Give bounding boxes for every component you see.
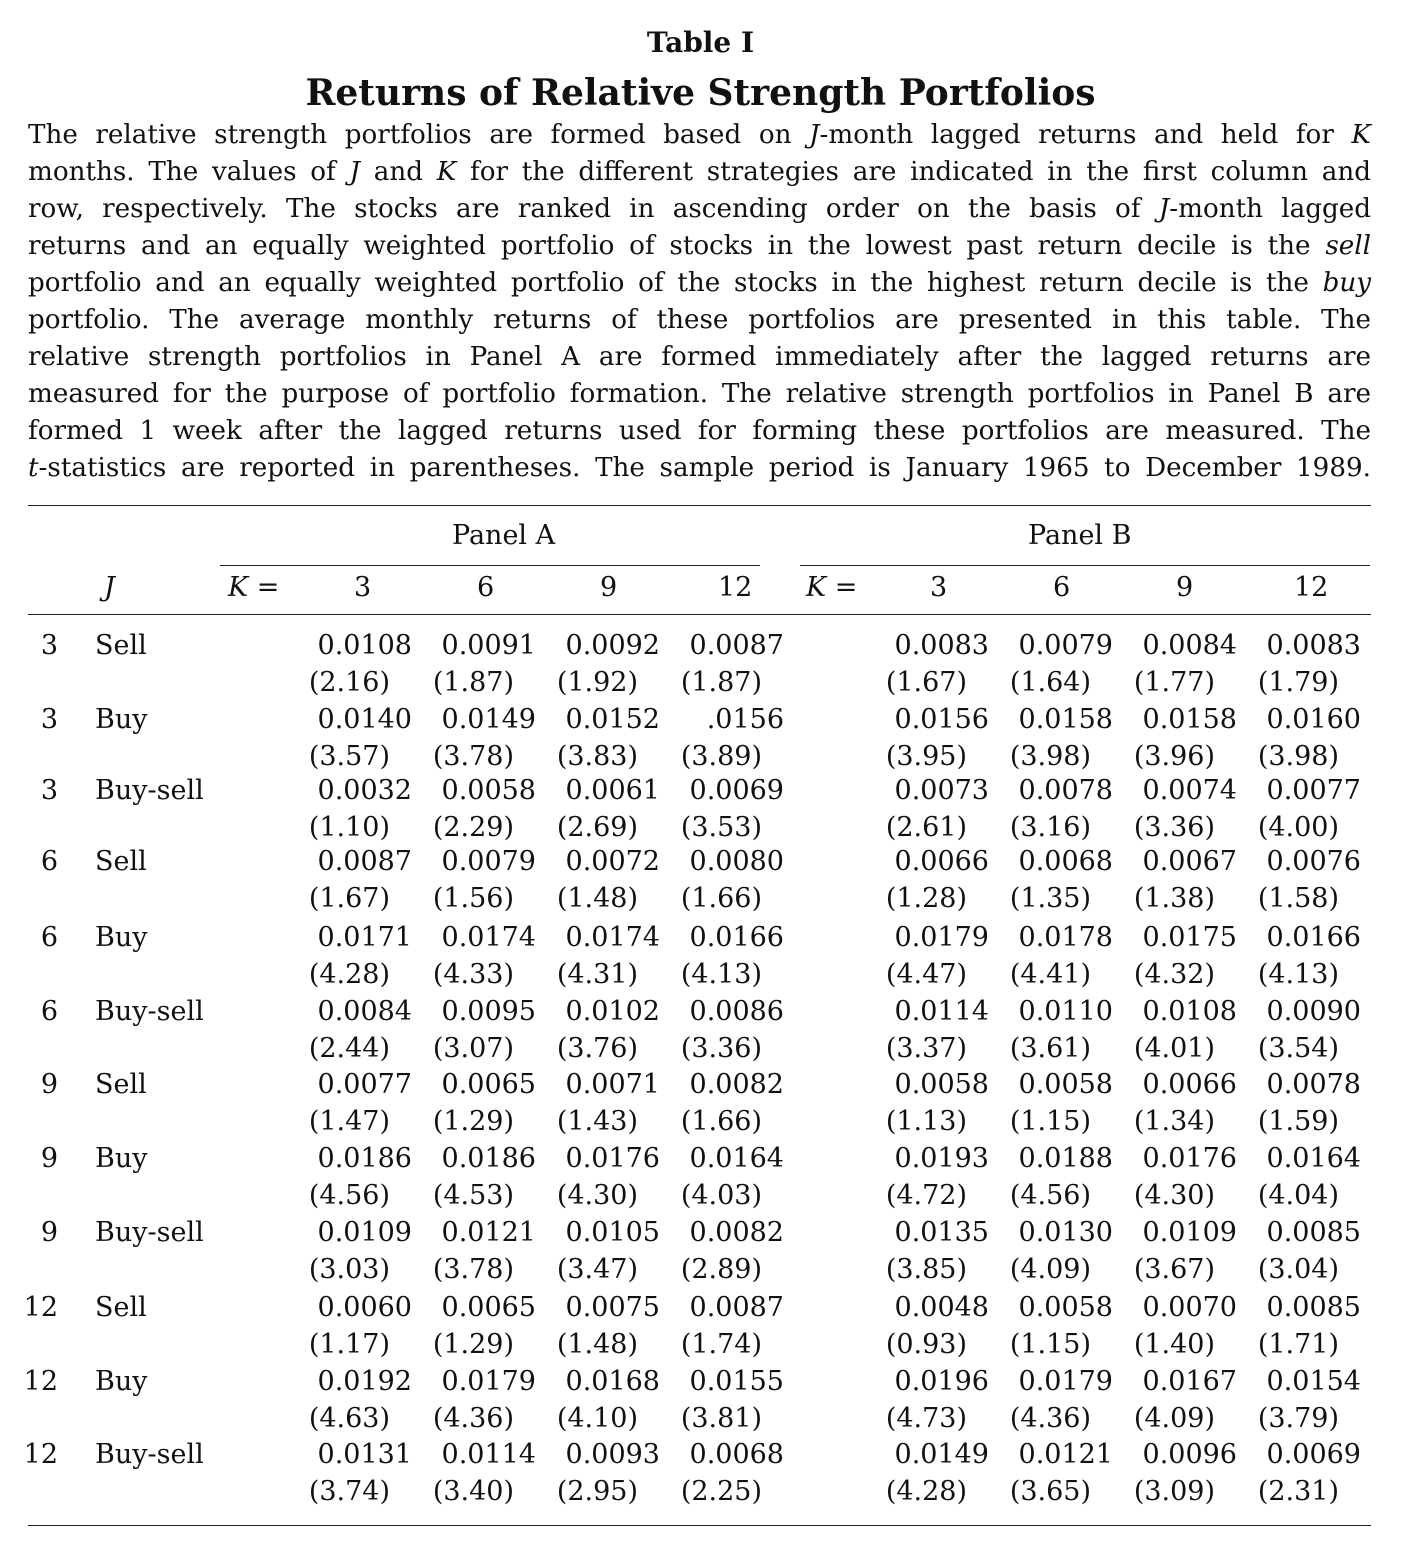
panel-a-tstat: (1.66): [680, 1106, 762, 1137]
panel-b-return: 0.0084: [1142, 630, 1237, 661]
panel-a-return: 0.0082: [689, 1069, 784, 1100]
panel-b-k-value: 9: [1176, 572, 1194, 603]
caption-line: measured for the purpose of portfolio formation. The relative strength portfolios in Panel B are: [28, 379, 1371, 409]
row-j-value: 9: [40, 1217, 58, 1248]
row-portfolio-label: Buy-sell: [95, 1439, 204, 1470]
row-portfolio-label: Buy: [95, 1366, 148, 1397]
panel-b-tstat: (1.71): [1257, 1329, 1339, 1360]
panel-b-tstat: (3.61): [1009, 1033, 1091, 1064]
panel-b-return: 0.0073: [894, 775, 989, 806]
panel-a-return: 0.0079: [441, 846, 536, 877]
panel-a-tstat: (1.29): [432, 1329, 514, 1360]
panel-a-return: 0.0058: [441, 775, 536, 806]
caption-line: row, respectively. The stocks are ranked in ascending order on the basis of J-month lagged: [28, 194, 1371, 224]
panel-b-tstat: (4.13): [1257, 959, 1339, 990]
panel-b-tstat: (1.13): [885, 1106, 967, 1137]
panel-a-tstat: (4.56): [308, 1180, 390, 1211]
panel-a-tstat: (2.44): [308, 1033, 390, 1064]
panel-b-return: 0.0078: [1266, 1069, 1361, 1100]
panel-b-return: 0.0083: [894, 630, 989, 661]
panel-b-return: 0.0066: [1142, 1069, 1237, 1100]
panel-a-return: 0.0140: [317, 704, 412, 735]
panel-a-tstat: (3.74): [308, 1476, 390, 1507]
panel-a-return: 0.0087: [689, 1292, 784, 1323]
panel-a-tstat: (1.56): [432, 883, 514, 914]
panel-b-tstat: (3.36): [1133, 812, 1215, 843]
panel-b-return: 0.0066: [894, 846, 989, 877]
panel-b-return: 0.0188: [1018, 1143, 1113, 1174]
row-portfolio-label: Buy: [95, 922, 148, 953]
panel-a-tstat: (2.29): [432, 812, 514, 843]
panel-a-return: 0.0080: [689, 846, 784, 877]
panel-a-return: 0.0171: [317, 922, 412, 953]
caption-line: relative strength portfolios in Panel A are formed immediately after the lagged returns are: [28, 342, 1371, 372]
panel-b-return: 0.0167: [1142, 1366, 1237, 1397]
panel-a-return: 0.0077: [317, 1069, 412, 1100]
panel-b-tstat: (1.15): [1009, 1106, 1091, 1137]
panel-b-tstat: (3.98): [1009, 741, 1091, 772]
row-portfolio-label: Buy-sell: [95, 775, 204, 806]
panel-a-tstat: (3.36): [680, 1033, 762, 1064]
panel-a-return: 0.0032: [317, 775, 412, 806]
header-bottom-rule: [28, 614, 1371, 615]
panel-b-return: 0.0135: [894, 1217, 989, 1248]
panel-a-tstat: (1.87): [680, 667, 762, 698]
panel-a-tstat: (4.28): [308, 959, 390, 990]
panel-a-tstat: (3.07): [432, 1033, 514, 1064]
j-column-heading: J: [104, 572, 115, 603]
row-j-value: 12: [23, 1439, 58, 1470]
panel-a-return: 0.0174: [441, 922, 536, 953]
panel-a-tstat: (1.47): [308, 1106, 390, 1137]
panel-b-return: 0.0166: [1266, 922, 1361, 953]
panel-a-tstat: (1.10): [308, 812, 390, 843]
panel-a-tstat: (1.17): [308, 1329, 390, 1360]
panel-a-return: 0.0065: [441, 1292, 536, 1323]
panel-a-return: 0.0152: [565, 704, 660, 735]
panel-a-return: 0.0114: [441, 1439, 536, 1470]
panel-b-tstat: (4.32): [1133, 959, 1215, 990]
caption-line: t-statistics are reported in parentheses. The sample period is January 1965 to December 1989.: [28, 453, 1371, 483]
panel-b-tstat: (1.34): [1133, 1106, 1215, 1137]
panel-b-return: 0.0085: [1266, 1292, 1361, 1323]
panel-b-tstat: (3.95): [885, 741, 967, 772]
panel-b-tstat: (4.00): [1257, 812, 1339, 843]
panel-b-return: 0.0156: [894, 704, 989, 735]
caption-line: portfolio. The average monthly returns of these portfolios are presented in this table. The: [28, 305, 1371, 335]
panel-a-tstat: (4.13): [680, 959, 762, 990]
panel-a-tstat: (2.25): [680, 1476, 762, 1507]
panel-b-return: 0.0074: [1142, 775, 1237, 806]
panel-b-tstat: (1.79): [1257, 667, 1339, 698]
panel-a-k-heading: K =: [228, 572, 280, 603]
panel-b-tstat: (3.04): [1257, 1254, 1339, 1285]
panel-a-tstat: (4.03): [680, 1180, 762, 1211]
panel-a-tstat: (2.89): [680, 1254, 762, 1285]
panel-a-tstat: (4.31): [556, 959, 638, 990]
panel-b-k-value: 3: [930, 572, 948, 603]
panel-b-k-value: 12: [1294, 572, 1329, 603]
panel-b-return: 0.0067: [1142, 846, 1237, 877]
panel-b-return: 0.0179: [1018, 1366, 1113, 1397]
panel-a-return: 0.0061: [565, 775, 660, 806]
panel-b-tstat: (1.38): [1133, 883, 1215, 914]
panel-a-k-value: 6: [477, 572, 495, 603]
row-portfolio-label: Sell: [95, 1069, 147, 1100]
panel-b-tstat: (1.67): [885, 667, 967, 698]
top-rule: [28, 505, 1371, 506]
panel-b-tstat: (4.73): [885, 1403, 967, 1434]
panel-b-tstat: (4.04): [1257, 1180, 1339, 1211]
panel-a-tstat: (1.67): [308, 883, 390, 914]
panel-a-tstat: (3.03): [308, 1254, 390, 1285]
bottom-rule: [28, 1525, 1371, 1526]
panel-b-return: 0.0175: [1142, 922, 1237, 953]
panel-b-tstat: (3.09): [1133, 1476, 1215, 1507]
panel-b-return: 0.0076: [1266, 846, 1361, 877]
panel-a-return: 0.0060: [317, 1292, 412, 1323]
panel-a-k-value: 3: [354, 572, 372, 603]
row-portfolio-label: Sell: [95, 630, 147, 661]
panel-b-tstat: (4.47): [885, 959, 967, 990]
panel-b-return: 0.0158: [1018, 704, 1113, 735]
panel-a-tstat: (2.95): [556, 1476, 638, 1507]
row-portfolio-label: Sell: [95, 846, 147, 877]
panel-b-return: 0.0058: [894, 1069, 989, 1100]
panel-a-tstat: (1.66): [680, 883, 762, 914]
panel-b-tstat: (1.77): [1133, 667, 1215, 698]
panel-b-tstat: (3.54): [1257, 1033, 1339, 1064]
caption-line: months. The values of J and K for the different strategies are indicated in the first column and: [28, 157, 1371, 187]
panel-b-return: 0.0108: [1142, 996, 1237, 1027]
panel-a-tstat: (3.78): [432, 1254, 514, 1285]
panel-a-tstat: (3.47): [556, 1254, 638, 1285]
panel-a-return: 0.0082: [689, 1217, 784, 1248]
panel-b-return: 0.0179: [894, 922, 989, 953]
panel-b-return: 0.0110: [1018, 996, 1113, 1027]
panel-a-return: 0.0179: [441, 1366, 536, 1397]
panel-a-return: 0.0186: [441, 1143, 536, 1174]
panel-a-heading: Panel A: [452, 520, 556, 551]
panel-b-tstat: (3.79): [1257, 1403, 1339, 1434]
panel-b-tstat: (4.09): [1009, 1254, 1091, 1285]
panel-b-return: 0.0149: [894, 1439, 989, 1470]
panel-a-return: 0.0131: [317, 1439, 412, 1470]
panel-b-tstat: (1.35): [1009, 883, 1091, 914]
panel-b-return: 0.0058: [1018, 1069, 1113, 1100]
panel-a-return: 0.0174: [565, 922, 660, 953]
panel-b-return: 0.0090: [1266, 996, 1361, 1027]
row-j-value: 3: [40, 704, 58, 735]
caption-line: portfolio and an equally weighted portfolio of the stocks in the highest return decile is the buy: [28, 268, 1371, 298]
panel-a-return: 0.0109: [317, 1217, 412, 1248]
panel-a-tstat: (3.53): [680, 812, 762, 843]
panel-b-rule: [800, 565, 1370, 566]
panel-b-tstat: (1.28): [885, 883, 967, 914]
panel-b-return: 0.0154: [1266, 1366, 1361, 1397]
panel-a-tstat: (3.81): [680, 1403, 762, 1434]
panel-a-tstat: (4.10): [556, 1403, 638, 1434]
panel-a-return: 0.0093: [565, 1439, 660, 1470]
row-j-value: 9: [40, 1069, 58, 1100]
panel-b-return: 0.0070: [1142, 1292, 1237, 1323]
panel-a-tstat: (4.53): [432, 1180, 514, 1211]
panel-b-return: 0.0109: [1142, 1217, 1237, 1248]
caption-line: The relative strength portfolios are formed based on J-month lagged returns and held for K: [28, 120, 1371, 150]
panel-b-return: 0.0121: [1018, 1439, 1113, 1470]
panel-a-k-value: 12: [718, 572, 753, 603]
panel-b-return: 0.0079: [1018, 630, 1113, 661]
panel-a-tstat: (1.92): [556, 667, 638, 698]
panel-b-tstat: (1.59): [1257, 1106, 1339, 1137]
panel-b-tstat: (1.40): [1133, 1329, 1215, 1360]
panel-a-rule: [220, 565, 760, 566]
panel-a-return: 0.0095: [441, 996, 536, 1027]
panel-a-return: 0.0091: [441, 630, 536, 661]
panel-a-tstat: (1.87): [432, 667, 514, 698]
panel-a-tstat: (2.16): [308, 667, 390, 698]
panel-a-tstat: (3.83): [556, 741, 638, 772]
panel-a-return: 0.0186: [317, 1143, 412, 1174]
panel-b-return: 0.0077: [1266, 775, 1361, 806]
row-portfolio-label: Buy-sell: [95, 1217, 204, 1248]
panel-b-tstat: (3.16): [1009, 812, 1091, 843]
panel-a-return: 0.0176: [565, 1143, 660, 1174]
panel-a-tstat: (4.30): [556, 1180, 638, 1211]
panel-b-return: 0.0193: [894, 1143, 989, 1174]
panel-a-tstat: (1.43): [556, 1106, 638, 1137]
panel-b-tstat: (4.36): [1009, 1403, 1091, 1434]
panel-b-heading: Panel B: [1028, 520, 1132, 551]
panel-a-return: 0.0069: [689, 775, 784, 806]
panel-a-return: 0.0105: [565, 1217, 660, 1248]
panel-b-return: 0.0160: [1266, 704, 1361, 735]
panel-b-return: 0.0158: [1142, 704, 1237, 735]
row-j-value: 3: [40, 775, 58, 806]
panel-a-return: 0.0084: [317, 996, 412, 1027]
panel-a-return: 0.0075: [565, 1292, 660, 1323]
panel-b-tstat: (4.09): [1133, 1403, 1215, 1434]
panel-a-tstat: (4.33): [432, 959, 514, 990]
panel-b-return: 0.0178: [1018, 922, 1113, 953]
panel-b-tstat: (3.65): [1009, 1476, 1091, 1507]
panel-a-tstat: (1.48): [556, 883, 638, 914]
row-j-value: 12: [23, 1292, 58, 1323]
panel-a-return: 0.0087: [689, 630, 784, 661]
panel-b-tstat: (3.96): [1133, 741, 1215, 772]
panel-b-tstat: (4.72): [885, 1180, 967, 1211]
panel-a-tstat: (3.89): [680, 741, 762, 772]
panel-b-return: 0.0130: [1018, 1217, 1113, 1248]
row-portfolio-label: Buy: [95, 704, 148, 735]
panel-b-tstat: (3.37): [885, 1033, 967, 1064]
panel-b-tstat: (3.98): [1257, 741, 1339, 772]
table-title: Returns of Relative Strength Portfolios: [305, 72, 1096, 114]
panel-b-tstat: (3.67): [1133, 1254, 1215, 1285]
panel-a-tstat: (3.57): [308, 741, 390, 772]
panel-b-return: 0.0096: [1142, 1439, 1237, 1470]
row-j-value: 9: [40, 1143, 58, 1174]
panel-b-tstat: (4.30): [1133, 1180, 1215, 1211]
panel-b-tstat: (1.64): [1009, 667, 1091, 698]
panel-a-return: 0.0086: [689, 996, 784, 1027]
row-j-value: 6: [40, 922, 58, 953]
table-caption: [28, 117, 1371, 487]
panel-b-return: 0.0176: [1142, 1143, 1237, 1174]
panel-a-tstat: (3.40): [432, 1476, 514, 1507]
panel-b-return: 0.0114: [894, 996, 989, 1027]
caption-line: formed 1 week after the lagged returns used for forming these portfolios are measured. The: [28, 416, 1371, 446]
panel-b-return: 0.0196: [894, 1366, 989, 1397]
panel-a-tstat: (2.69): [556, 812, 638, 843]
panel-a-tstat: (4.63): [308, 1403, 390, 1434]
panel-a-tstat: (3.76): [556, 1033, 638, 1064]
panel-a-k-value: 9: [600, 572, 618, 603]
panel-b-return: 0.0048: [894, 1292, 989, 1323]
panel-a-tstat: (3.78): [432, 741, 514, 772]
panel-b-return: 0.0083: [1266, 630, 1361, 661]
row-j-value: 12: [23, 1366, 58, 1397]
panel-a-return: 0.0155: [689, 1366, 784, 1397]
panel-a-return: 0.0092: [565, 630, 660, 661]
table-label: Table I: [646, 26, 755, 59]
panel-a-return: 0.0065: [441, 1069, 536, 1100]
panel-a-return: 0.0121: [441, 1217, 536, 1248]
row-j-value: 6: [40, 996, 58, 1027]
panel-a-return: 0.0072: [565, 846, 660, 877]
panel-b-k-value: 6: [1053, 572, 1071, 603]
panel-a-return: 0.0149: [441, 704, 536, 735]
panel-a-tstat: (1.48): [556, 1329, 638, 1360]
panel-b-return: 0.0068: [1018, 846, 1113, 877]
panel-b-return: 0.0069: [1266, 1439, 1361, 1470]
panel-a-return: .0156: [706, 704, 784, 735]
panel-b-tstat: (1.58): [1257, 883, 1339, 914]
panel-a-return: 0.0068: [689, 1439, 784, 1470]
panel-a-return: 0.0071: [565, 1069, 660, 1100]
row-j-value: 6: [40, 846, 58, 877]
panel-b-tstat: (2.61): [885, 812, 967, 843]
panel-a-return: 0.0168: [565, 1366, 660, 1397]
panel-a-tstat: (1.29): [432, 1106, 514, 1137]
row-portfolio-label: Buy-sell: [95, 996, 204, 1027]
panel-b-return: 0.0085: [1266, 1217, 1361, 1248]
panel-a-tstat: (4.36): [432, 1403, 514, 1434]
panel-b-tstat: (0.93): [885, 1329, 967, 1360]
panel-b-tstat: (3.85): [885, 1254, 967, 1285]
panel-b-tstat: (4.01): [1133, 1033, 1215, 1064]
caption-line: returns and an equally weighted portfolio of stocks in the lowest past return decile is the sell: [28, 231, 1371, 261]
panel-a-tstat: (1.74): [680, 1329, 762, 1360]
row-portfolio-label: Buy: [95, 1143, 148, 1174]
panel-a-return: 0.0087: [317, 846, 412, 877]
panel-b-return: 0.0164: [1266, 1143, 1361, 1174]
panel-b-return: 0.0058: [1018, 1292, 1113, 1323]
panel-b-tstat: (4.28): [885, 1476, 967, 1507]
panel-b-tstat: (4.56): [1009, 1180, 1091, 1211]
row-j-value: 3: [40, 630, 58, 661]
panel-b-tstat: (1.15): [1009, 1329, 1091, 1360]
panel-b-tstat: (2.31): [1257, 1476, 1339, 1507]
row-portfolio-label: Sell: [95, 1292, 147, 1323]
panel-a-return: 0.0192: [317, 1366, 412, 1397]
panel-a-return: 0.0102: [565, 996, 660, 1027]
panel-a-return: 0.0108: [317, 630, 412, 661]
panel-b-return: 0.0078: [1018, 775, 1113, 806]
panel-b-k-heading: K =: [806, 572, 858, 603]
panel-b-tstat: (4.41): [1009, 959, 1091, 990]
panel-a-return: 0.0166: [689, 922, 784, 953]
panel-a-return: 0.0164: [689, 1143, 784, 1174]
